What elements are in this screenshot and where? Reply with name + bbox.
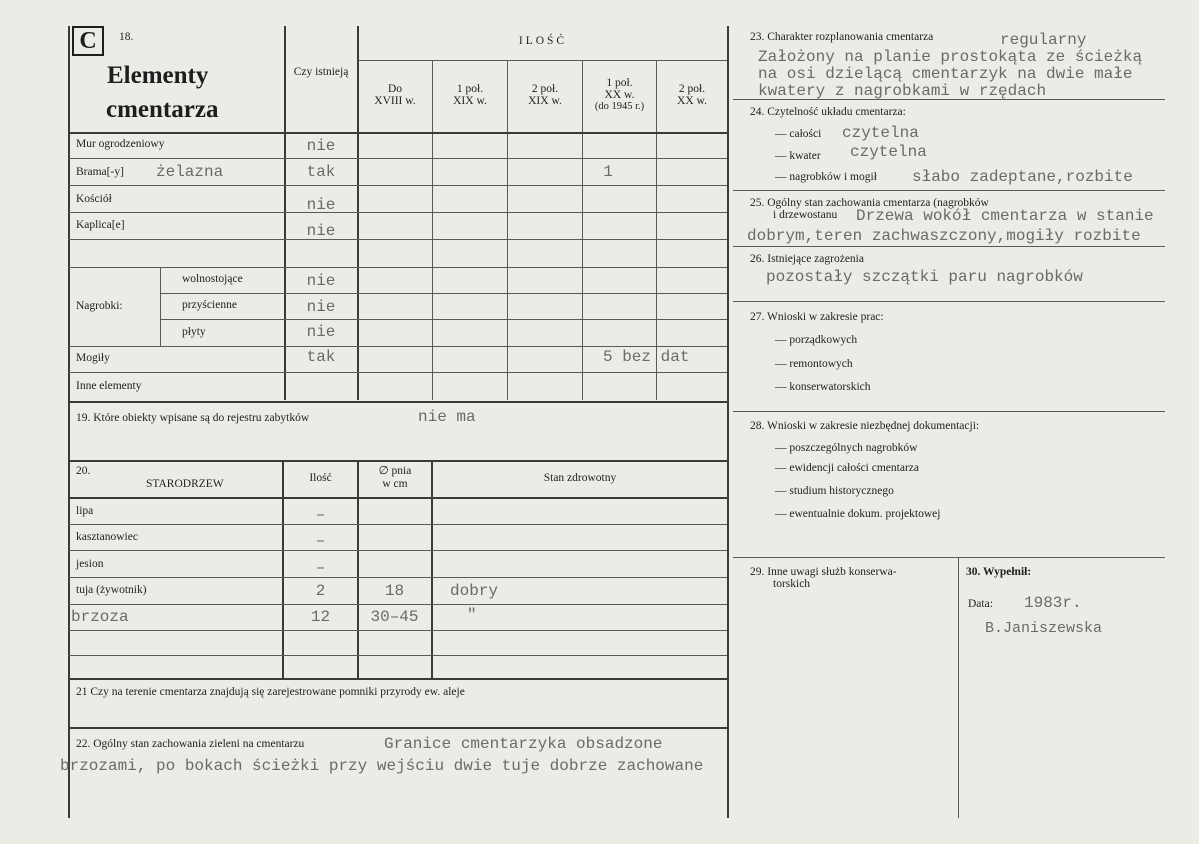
rule [68, 524, 727, 525]
period-line: 1 poł. [456, 83, 484, 95]
period-header [433, 83, 507, 107]
row-exists-value: nie [306, 137, 336, 155]
period-line: 2 poł. [678, 83, 706, 95]
s29-label-line1: 29. Inne uwagi służb konserwa- [750, 566, 897, 578]
tree-pien: 30–45 [370, 608, 419, 626]
left-border [68, 26, 70, 818]
rule [160, 268, 161, 346]
s28-item: — poszczególnych nagrobków [775, 442, 918, 454]
rule [68, 132, 727, 134]
rule [68, 655, 727, 656]
rule [68, 550, 727, 551]
s27-item: — remontowych [775, 358, 853, 370]
s30-label: 30. Wypełnił: [966, 566, 1032, 578]
s23-value-line: Założony na planie prostokąta ze ścieżką [758, 48, 1143, 66]
period-line: XX w. [677, 95, 707, 107]
period-line: Do [387, 83, 403, 95]
row-exists-value: nie [306, 323, 336, 341]
rule [68, 185, 727, 186]
tree-ilosc: – [315, 532, 326, 550]
col-exists-header: Czy istnieją [293, 66, 349, 78]
rule [68, 727, 727, 729]
s20-col-pien [359, 465, 431, 491]
row-label: Mur ogrodzeniowy [76, 138, 165, 150]
rule [733, 557, 1165, 558]
row-exists-value: nie [306, 272, 336, 290]
period-line: 1 poł. [606, 77, 633, 89]
row-label: Brama[-y] [76, 166, 124, 178]
row-note: żelazna [156, 163, 224, 181]
rule [432, 60, 433, 400]
tree-stan: dobry [450, 582, 499, 600]
period-line: XIX w. [528, 95, 562, 107]
tree-ilosc: – [315, 506, 326, 524]
period-header [657, 83, 727, 107]
rule [68, 604, 727, 605]
row-exists-value: nie [306, 196, 336, 214]
period-line: XIX w. [453, 95, 487, 107]
s24-item-value: czytelna [842, 124, 919, 142]
tree-pien: 18 [384, 582, 405, 600]
rule [68, 239, 727, 240]
rule [358, 60, 727, 61]
rule [431, 460, 433, 678]
tree-name: lipa [76, 505, 94, 517]
s26-value: pozostały szczątki paru nagrobków [766, 268, 1083, 286]
row-label: Inne elementy [76, 380, 142, 392]
rule [733, 411, 1165, 412]
rule [733, 301, 1165, 302]
period-line: (do 1945 r.) [594, 101, 645, 112]
s24-item-label: — kwater [775, 150, 821, 162]
s24-label: 24. Czytelność układu cmentarza: [750, 106, 906, 118]
s27-item: — konserwatorskich [775, 381, 871, 393]
section-number: 18. [119, 31, 134, 43]
s20-number: 20. [76, 465, 91, 477]
nagrobki-label: Nagrobki: [76, 300, 123, 312]
s20-col-pien-line: ∅ pnia [378, 465, 412, 477]
s24-item-value: czytelna [850, 143, 927, 161]
s26-label: 26. Istniejące zagrożenia [750, 253, 864, 265]
period-line: 2 poł. [531, 83, 559, 95]
rule [68, 158, 727, 159]
s27-label: 27. Wnioski w zakresie prac: [750, 311, 884, 323]
page-title-line1: Elementy [107, 62, 209, 89]
s28-item: — ewidencji całości cmentarza [775, 462, 919, 474]
row-exists-value: nie [306, 222, 336, 240]
s24-item-value: słabo zadeptane,rozbite [912, 168, 1133, 186]
rule [68, 678, 727, 680]
rule [68, 372, 727, 373]
tree-name: kasztanowiec [76, 531, 138, 543]
rule [160, 293, 727, 294]
s30-name: B.Janiszewska [985, 620, 1103, 637]
row-exists-value: tak [306, 348, 336, 366]
center-divider [727, 26, 729, 818]
s22-value-line1: Granice cmentarzyka obsadzone [384, 735, 663, 753]
rule [160, 319, 727, 320]
s19-value: nie ma [418, 408, 476, 426]
tree-ilosc: 12 [310, 608, 331, 626]
s25-label-line2: i drzewostanu [773, 209, 838, 221]
nagrobki-type: przyścienne [182, 299, 237, 311]
row-exists-value: tak [306, 163, 336, 181]
nagrobki-type: wolnostojące [182, 273, 243, 285]
period-header [508, 83, 582, 107]
s28-item: — studium historycznego [775, 485, 894, 497]
s20-header: STARODRZEW [146, 478, 224, 490]
rule [68, 267, 727, 268]
rule [68, 497, 727, 499]
s25-label-line1: 25. Ogólny stan zachowania cmentarza (nagrobków [750, 197, 989, 209]
nagrobki-type: płyty [182, 326, 206, 338]
rule [958, 558, 959, 818]
row-period-value: 5 bez dat [603, 348, 690, 366]
tree-ilosc: 2 [315, 582, 326, 600]
rule [733, 246, 1165, 247]
row-label: Kaplica[e] [76, 219, 125, 231]
rule [68, 401, 727, 403]
rule [733, 190, 1165, 191]
rule [68, 212, 727, 213]
s23-value-line: na osi dzielącą cmentarzyk na dwie małe [758, 65, 1133, 83]
rule [507, 60, 508, 400]
s28-label: 28. Wnioski w zakresie niezbędnej dokumentacji: [750, 420, 980, 432]
tree-name: jesion [76, 558, 104, 570]
period-header [583, 77, 656, 113]
s25-value-line1: Drzewa wokół cmentarza w stanie [856, 207, 1154, 225]
s25-value-line2: dobrym,teren zachwaszczony,mogiły rozbite [747, 227, 1141, 245]
s29-label-line2: torskich [773, 578, 811, 590]
row-label: Mogiły [76, 352, 110, 364]
card-letter-box [72, 26, 104, 56]
rule [68, 577, 727, 578]
period-line: XX w. [604, 89, 635, 101]
s30-date-value: 1983r. [1024, 594, 1082, 612]
s27-item: — porządkowych [775, 334, 858, 346]
s20-col-stan: Stan zdrowotny [543, 472, 617, 484]
s20-col-pien-line: w cm [382, 478, 408, 490]
s28-item: — ewentualnie dokum. projektowej [775, 508, 941, 520]
s20-col-ilosc: Ilość [309, 472, 332, 484]
period-header [358, 83, 432, 107]
tree-ilosc: – [315, 559, 326, 577]
s23-value: regularny [1000, 31, 1087, 49]
rule [68, 630, 727, 631]
rule [68, 460, 727, 462]
s24-item-label: — nagrobków i mogił [775, 171, 877, 183]
s23-label: 23. Charakter rozplanowania cmentarza [750, 31, 934, 43]
s21-label: 21 Czy na terenie cmentarza znajdują się zarejestrowane pomniki przyrody ew. aleje [76, 686, 465, 698]
tree-name: tuja (żywotnik) [76, 584, 147, 596]
s30-date-label: Data: [968, 598, 993, 610]
row-label: Kościół [76, 193, 112, 205]
s23-value-line: kwatery z nagrobkami w rzędach [758, 82, 1047, 100]
s24-item-label: — całości [775, 128, 822, 140]
row-period-value: 1 [603, 163, 613, 181]
s19-label: 19. Które obiekty wpisane są do rejestru zabytków [76, 412, 310, 424]
s22-label: 22. Ogólny stan zachowania zieleni na cmentarzu [76, 738, 305, 750]
ilosc-header: ILOŚĆ [518, 35, 568, 47]
rule [357, 460, 359, 678]
row-exists-value: nie [306, 298, 336, 316]
period-line: XVIII w. [374, 95, 416, 107]
page-title-line2: cmentarza [106, 96, 219, 123]
rule [68, 346, 727, 347]
s22-value-line2: brzozami, po bokach ścieżki przy wejściu dwie tuje dobrze zachowane [60, 757, 704, 775]
card-letter: C [79, 28, 97, 54]
tree-stan: " [467, 606, 477, 624]
tree-name: brzoza [71, 608, 129, 626]
